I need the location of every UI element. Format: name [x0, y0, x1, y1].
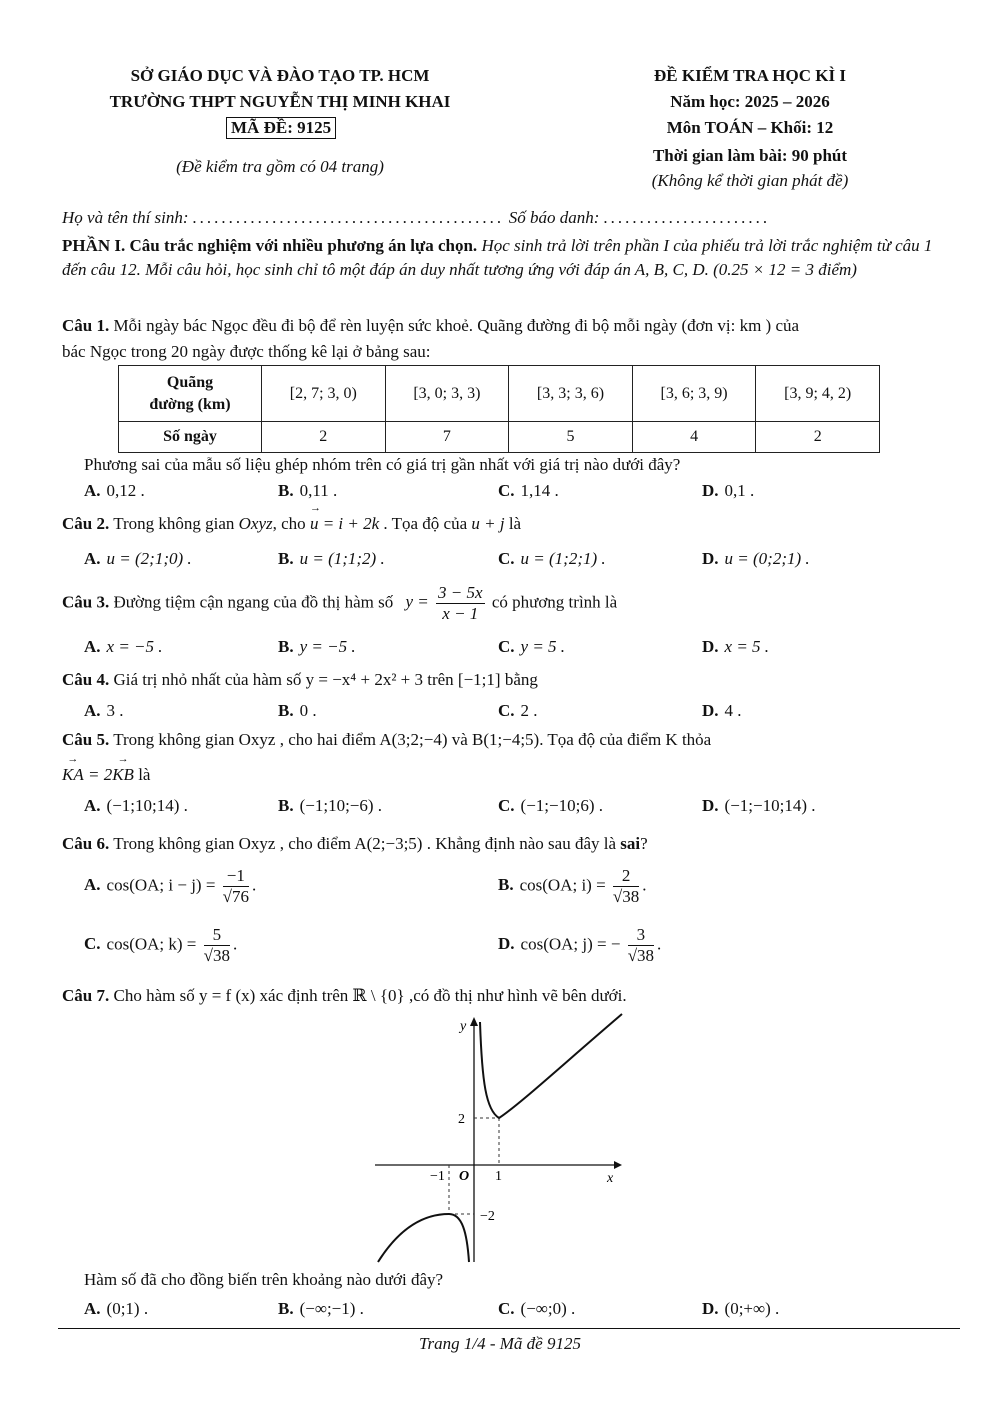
- curve-left-branch: [378, 1214, 469, 1262]
- frequency-table: [118, 365, 880, 453]
- q5-condition: → KA = 2→ KB là: [62, 765, 150, 785]
- q7-option-d[interactable]: D. (0;+∞) .: [702, 1299, 780, 1318]
- table-header-distance: Quãng đường (km): [119, 366, 262, 422]
- table-interval: [3, 6; 3, 9): [632, 366, 756, 422]
- q2-option-a[interactable]: A. u = (2;1;0) .: [84, 549, 192, 568]
- question-2: Câu 2. Trong không gian Oxyz, cho → u = i + 2k . Tọa độ của u + j là: [62, 514, 521, 534]
- q3-fraction: $\frac{3 - 5x}{x - 1}$: [438, 583, 483, 623]
- exam-code: MÃ ĐỀ: 9125: [226, 117, 336, 139]
- q1-question: Phương sai của mẫu số liệu ghép nhóm trên có giá trị gần nhất với giá trị nào dưới đây?: [84, 455, 681, 474]
- q6-label: Câu 6.: [62, 834, 110, 853]
- y-axis-label: y: [460, 1019, 467, 1034]
- student-id-label: Số báo danh:: [508, 208, 600, 227]
- student-name-blank[interactable]: ...........................................: [192, 208, 505, 227]
- q1-option-b[interactable]: B. 0,11 .: [278, 481, 338, 500]
- q6-option-b[interactable]: B. cos(OA; i) = $\frac{2}{√38}$ .: [498, 866, 647, 906]
- school-name: TRƯỜNG THPT NGUYỄN THỊ MINH KHAI: [109, 92, 451, 111]
- q3-option-a[interactable]: A. x = −5 .: [84, 637, 163, 656]
- q1-option-d[interactable]: D. 0,1 .: [702, 481, 755, 500]
- part1-block: [62, 234, 940, 282]
- curve-right-branch: [480, 1014, 622, 1118]
- student-id-blank[interactable]: .......................: [603, 208, 771, 227]
- q4-label: Câu 4.: [62, 670, 110, 689]
- q7-option-a[interactable]: A. (0;1) .: [84, 1299, 149, 1318]
- function-graph: [370, 1012, 630, 1267]
- duration-note: (Không kể thời gian phát đề): [651, 171, 849, 190]
- tick-label-2: 2: [458, 1112, 465, 1127]
- table-interval: [2, 7; 3, 0): [262, 366, 386, 422]
- table-count: 4: [632, 422, 756, 453]
- question-1: [62, 314, 940, 338]
- q5-option-d[interactable]: D. (−1;−10;14) .: [702, 796, 816, 815]
- q1-label: Câu 1.: [62, 316, 110, 335]
- q3-option-d[interactable]: D. x = 5 .: [702, 637, 770, 656]
- q4-option-a[interactable]: A. 3 .: [84, 701, 124, 720]
- q2-option-c[interactable]: C. u = (1;2;1) .: [498, 549, 606, 568]
- question-5: Câu 5. Trong không gian Oxyz , cho hai điểm A(3;2;−4) và B(1;−4;5). Tọa độ của điểm K thỏa: [62, 730, 712, 749]
- pages-note: (Đề kiểm tra gồm có 04 trang): [176, 157, 384, 176]
- school-year: Năm học: 2025 – 2026: [670, 92, 830, 111]
- q1-option-a[interactable]: A. 0,12 .: [84, 481, 145, 500]
- q7-label: Câu 7.: [62, 986, 110, 1005]
- table-count: 7: [385, 422, 509, 453]
- table-interval: [3, 0; 3, 3): [385, 366, 509, 422]
- footer-rule: [58, 1328, 960, 1329]
- q1-text-line2: bác Ngọc trong 20 ngày được thống kê lại ở bảng sau:: [62, 342, 431, 361]
- duration: Thời gian làm bài: 90 phút: [652, 146, 848, 165]
- q3-option-c[interactable]: C. y = 5 .: [498, 637, 566, 656]
- q1-text: Mỗi ngày bác Ngọc đều đi bộ để rèn luyện sức khoẻ. Quãng đường đi bộ mỗi ngày (đơn vị: km ) của: [113, 316, 800, 335]
- student-name-label: Họ và tên thí sinh:: [62, 208, 189, 227]
- q7-option-b[interactable]: B. (−∞;−1) .: [278, 1299, 364, 1318]
- question-4: Câu 4. Giá trị nhỏ nhất của hàm số y = −x⁴ + 2x² + 3 trên [−1;1] bằng: [62, 670, 538, 689]
- table-interval: [3, 3; 3, 6): [509, 366, 633, 422]
- question-7: Câu 7. Cho hàm số y = f (x) xác định trên ℝ \ {0} ,có đồ thị như hình vẽ bên dưới.: [62, 986, 627, 1005]
- subject: Môn TOÁN – Khối: 12: [666, 118, 834, 137]
- table-count: 2: [756, 422, 880, 453]
- q7-question: Hàm số đã cho đồng biến trên khoảng nào dưới đây?: [84, 1270, 444, 1289]
- y-axis-arrow-icon: [470, 1017, 478, 1026]
- q6-option-a[interactable]: A. cos(OA; i − j) = $\frac{-1}{√76}$ .: [84, 866, 257, 906]
- exam-title: ĐỀ KIỂM TRA HỌC KÌ I: [654, 66, 846, 85]
- q2-option-b[interactable]: B. u = (1;1;2) .: [278, 549, 385, 568]
- q1-option-c[interactable]: C. 1,14 .: [498, 481, 559, 500]
- q6-option-c[interactable]: C. cos(OA; k) = $\frac{5}{√38}$ .: [84, 925, 238, 965]
- table-count: 5: [509, 422, 633, 453]
- q4-option-b[interactable]: B. 0 .: [278, 701, 317, 720]
- origin-label: O: [459, 1169, 470, 1184]
- question-6: Câu 6. Trong không gian Oxyz , cho điểm A(2;−3;5) . Khẳng định nào sau đây là sai?: [62, 834, 648, 853]
- page-footer: Trang 1/4 - Mã đề 9125: [419, 1334, 581, 1353]
- table-interval: [3, 9; 4, 2): [756, 366, 880, 422]
- q5-label: Câu 5.: [62, 730, 110, 749]
- x-axis-label: x: [607, 1171, 614, 1186]
- q4-option-d[interactable]: D. 4 .: [702, 701, 742, 720]
- student-info-line: [62, 208, 942, 228]
- tick-label-minus2: −2: [480, 1209, 495, 1224]
- part1-instructions: Học sinh trả lời trên phần I của phiếu trả lời trắc nghiệm từ câu 1 đến câu 12. Mỗi câu hỏi, học sinh chỉ tô một đáp án duy nhất tương ứng với đáp án A, B, C, D. (0.25 × 12 = 3 điểm): [62, 236, 933, 279]
- q7-option-c[interactable]: C. (−∞;0) .: [498, 1299, 576, 1318]
- q2-option-d[interactable]: D. u = (0;2;1) .: [702, 549, 810, 568]
- tick-label-1: 1: [495, 1169, 502, 1184]
- q4-option-c[interactable]: C. 2 .: [498, 701, 538, 720]
- table-header-days: Số ngày: [119, 422, 262, 453]
- q3-label: Câu 3.: [62, 592, 110, 612]
- q5-option-b[interactable]: B. (−1;10;−6) .: [278, 796, 383, 815]
- q3-option-b[interactable]: B. y = −5 .: [278, 637, 356, 656]
- q5-option-a[interactable]: A. (−1;10;14) .: [84, 796, 188, 815]
- q6-option-d[interactable]: D. cos(OA; j) = − $\frac{3}{√38}$ .: [498, 925, 662, 965]
- tick-label-minus1: −1: [430, 1169, 445, 1184]
- part1-title: PHẦN I. Câu trắc nghiệm với nhiều phương án lựa chọn.: [62, 236, 478, 255]
- q5-option-c[interactable]: C. (−1;−10;6) .: [498, 796, 603, 815]
- table-count: 2: [262, 422, 386, 453]
- department-name: SỞ GIÁO DỤC VÀ ĐÀO TẠO TP. HCM: [130, 66, 430, 85]
- x-axis-arrow-icon: [614, 1161, 622, 1169]
- question-3: Câu 3. Đường tiệm cận ngang của đồ thị hàm số y = $\frac{3 - 5x}{x - 1}$ có phương trình là: [62, 583, 618, 623]
- q2-label: Câu 2.: [62, 514, 110, 533]
